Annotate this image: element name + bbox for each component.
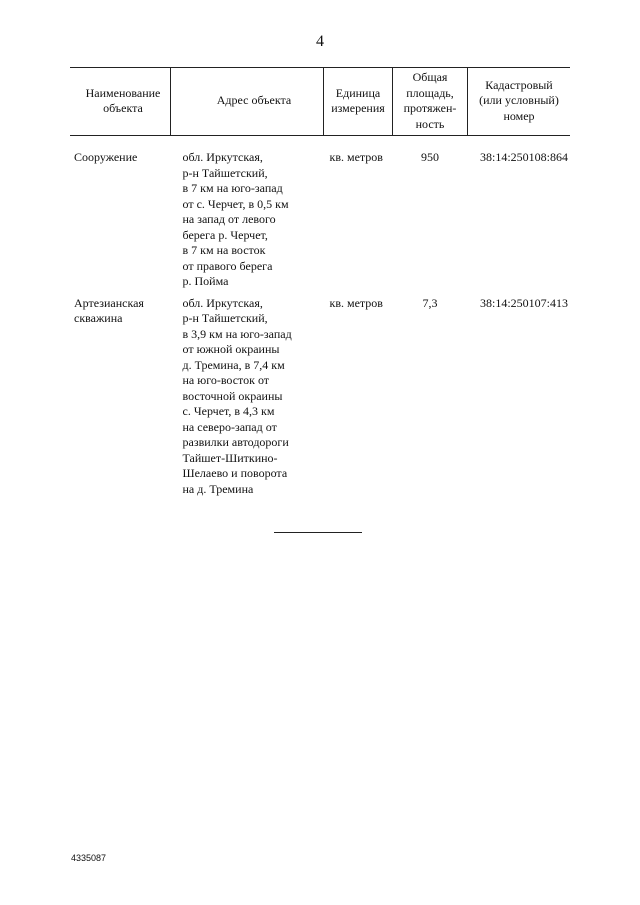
header-area <box>393 68 468 136</box>
header-row <box>70 68 570 136</box>
table-row <box>70 136 570 296</box>
cell-object-name <box>70 136 171 296</box>
cell-unit <box>324 296 393 504</box>
document-code: 4335087 <box>71 853 107 863</box>
header-object-name-text: Наименование объекта <box>85 85 161 115</box>
object-name-text: Сооружение <box>74 150 138 164</box>
cell-cadastral-number <box>468 296 571 504</box>
cell-area <box>393 136 468 296</box>
cadastral-number-text: 38:14:250107:413 <box>479 295 568 310</box>
area-text: 7,3 <box>422 295 438 310</box>
cadastral-number-text: 38:14:250108:864 <box>479 150 568 164</box>
cell-object-name <box>70 296 171 504</box>
unit-text: кв. метров <box>329 295 383 310</box>
header-object-address-text: Адрес объекта <box>216 93 292 108</box>
table-row <box>70 296 570 504</box>
closing-separator-line <box>274 532 362 533</box>
unit-text: кв. метров <box>329 150 383 164</box>
header-object-name <box>70 68 171 136</box>
cell-unit <box>324 136 393 296</box>
header-unit <box>324 68 393 136</box>
cell-object-address <box>171 136 324 296</box>
header-cadastral-number-text: Кадастровый (или условный) номер <box>479 77 559 123</box>
object-name-text: Артезианская скважина <box>74 295 144 325</box>
header-unit-text: Единица измерения <box>331 85 385 115</box>
cell-object-address <box>171 296 324 504</box>
object-address-text: обл. Иркутская, р-н Тайшетский, в 3,9 км на юго-запад от южной окраины д. Тремина, в 7,4 км на юго-восток от восточной окраины с. Черчет, в 4,3 км на северо-запад от развилки автодороги Тайшет-Шиткино- Шелаево и поворота на д. Тремина <box>182 295 292 496</box>
header-object-address <box>171 68 324 136</box>
table-header <box>70 68 570 136</box>
object-address-text: обл. Иркутская, р-н Тайшетский, в 7 км на юго-запад от с. Черчет, в 0,5 км на запад от левого берега р. Черчет, в 7 км на восток от правого берега р. Пойма <box>182 150 289 288</box>
header-cadastral-number <box>468 68 571 136</box>
page-number: 4 <box>316 33 324 50</box>
objects-table <box>70 67 570 503</box>
cell-cadastral-number <box>468 136 571 296</box>
objects-table-container <box>70 67 566 503</box>
table-body <box>70 136 570 504</box>
area-text: 950 <box>421 150 439 164</box>
cell-area <box>393 296 468 504</box>
header-area-text: Общая площадь, протяжен- ность <box>403 70 457 131</box>
